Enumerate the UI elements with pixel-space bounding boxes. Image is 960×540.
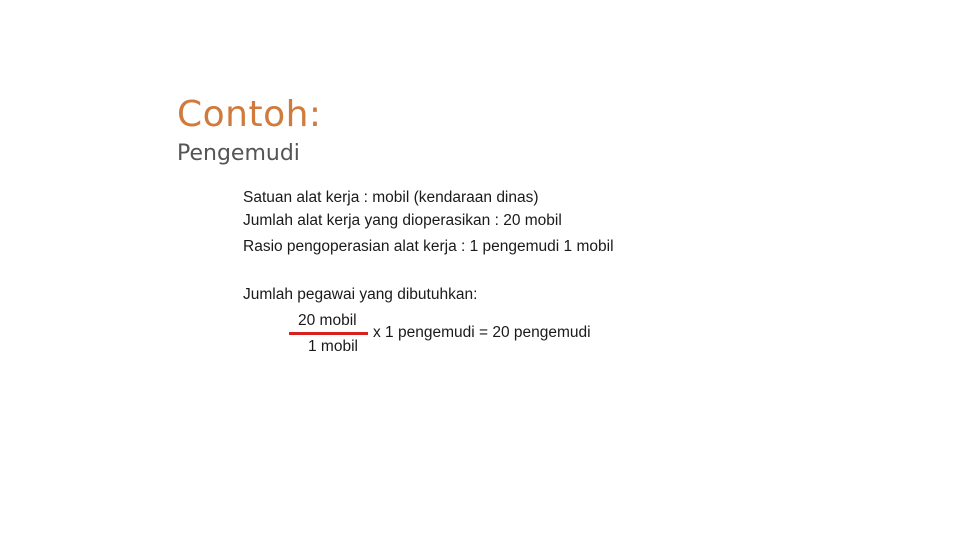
calculation-result: x 1 pengemudi = 20 pengemudi (373, 324, 591, 341)
fraction-bar (289, 332, 368, 335)
fraction-numerator: 20 mobil (298, 312, 357, 329)
fraction-denominator: 1 mobil (308, 338, 358, 355)
detail-work-unit: Satuan alat kerja : mobil (kendaraan dinas) (243, 189, 539, 206)
detail-operation-ratio: Rasio pengoperasian alat kerja : 1 pengemudi 1 mobil (243, 238, 614, 255)
slide-subtitle: Pengemudi (177, 141, 300, 166)
calculation-heading: Jumlah pegawai yang dibutuhkan: (243, 286, 478, 303)
slide-title: Contoh: (177, 94, 322, 135)
detail-equipment-count: Jumlah alat kerja yang dioperasikan : 20 mobil (243, 212, 562, 229)
